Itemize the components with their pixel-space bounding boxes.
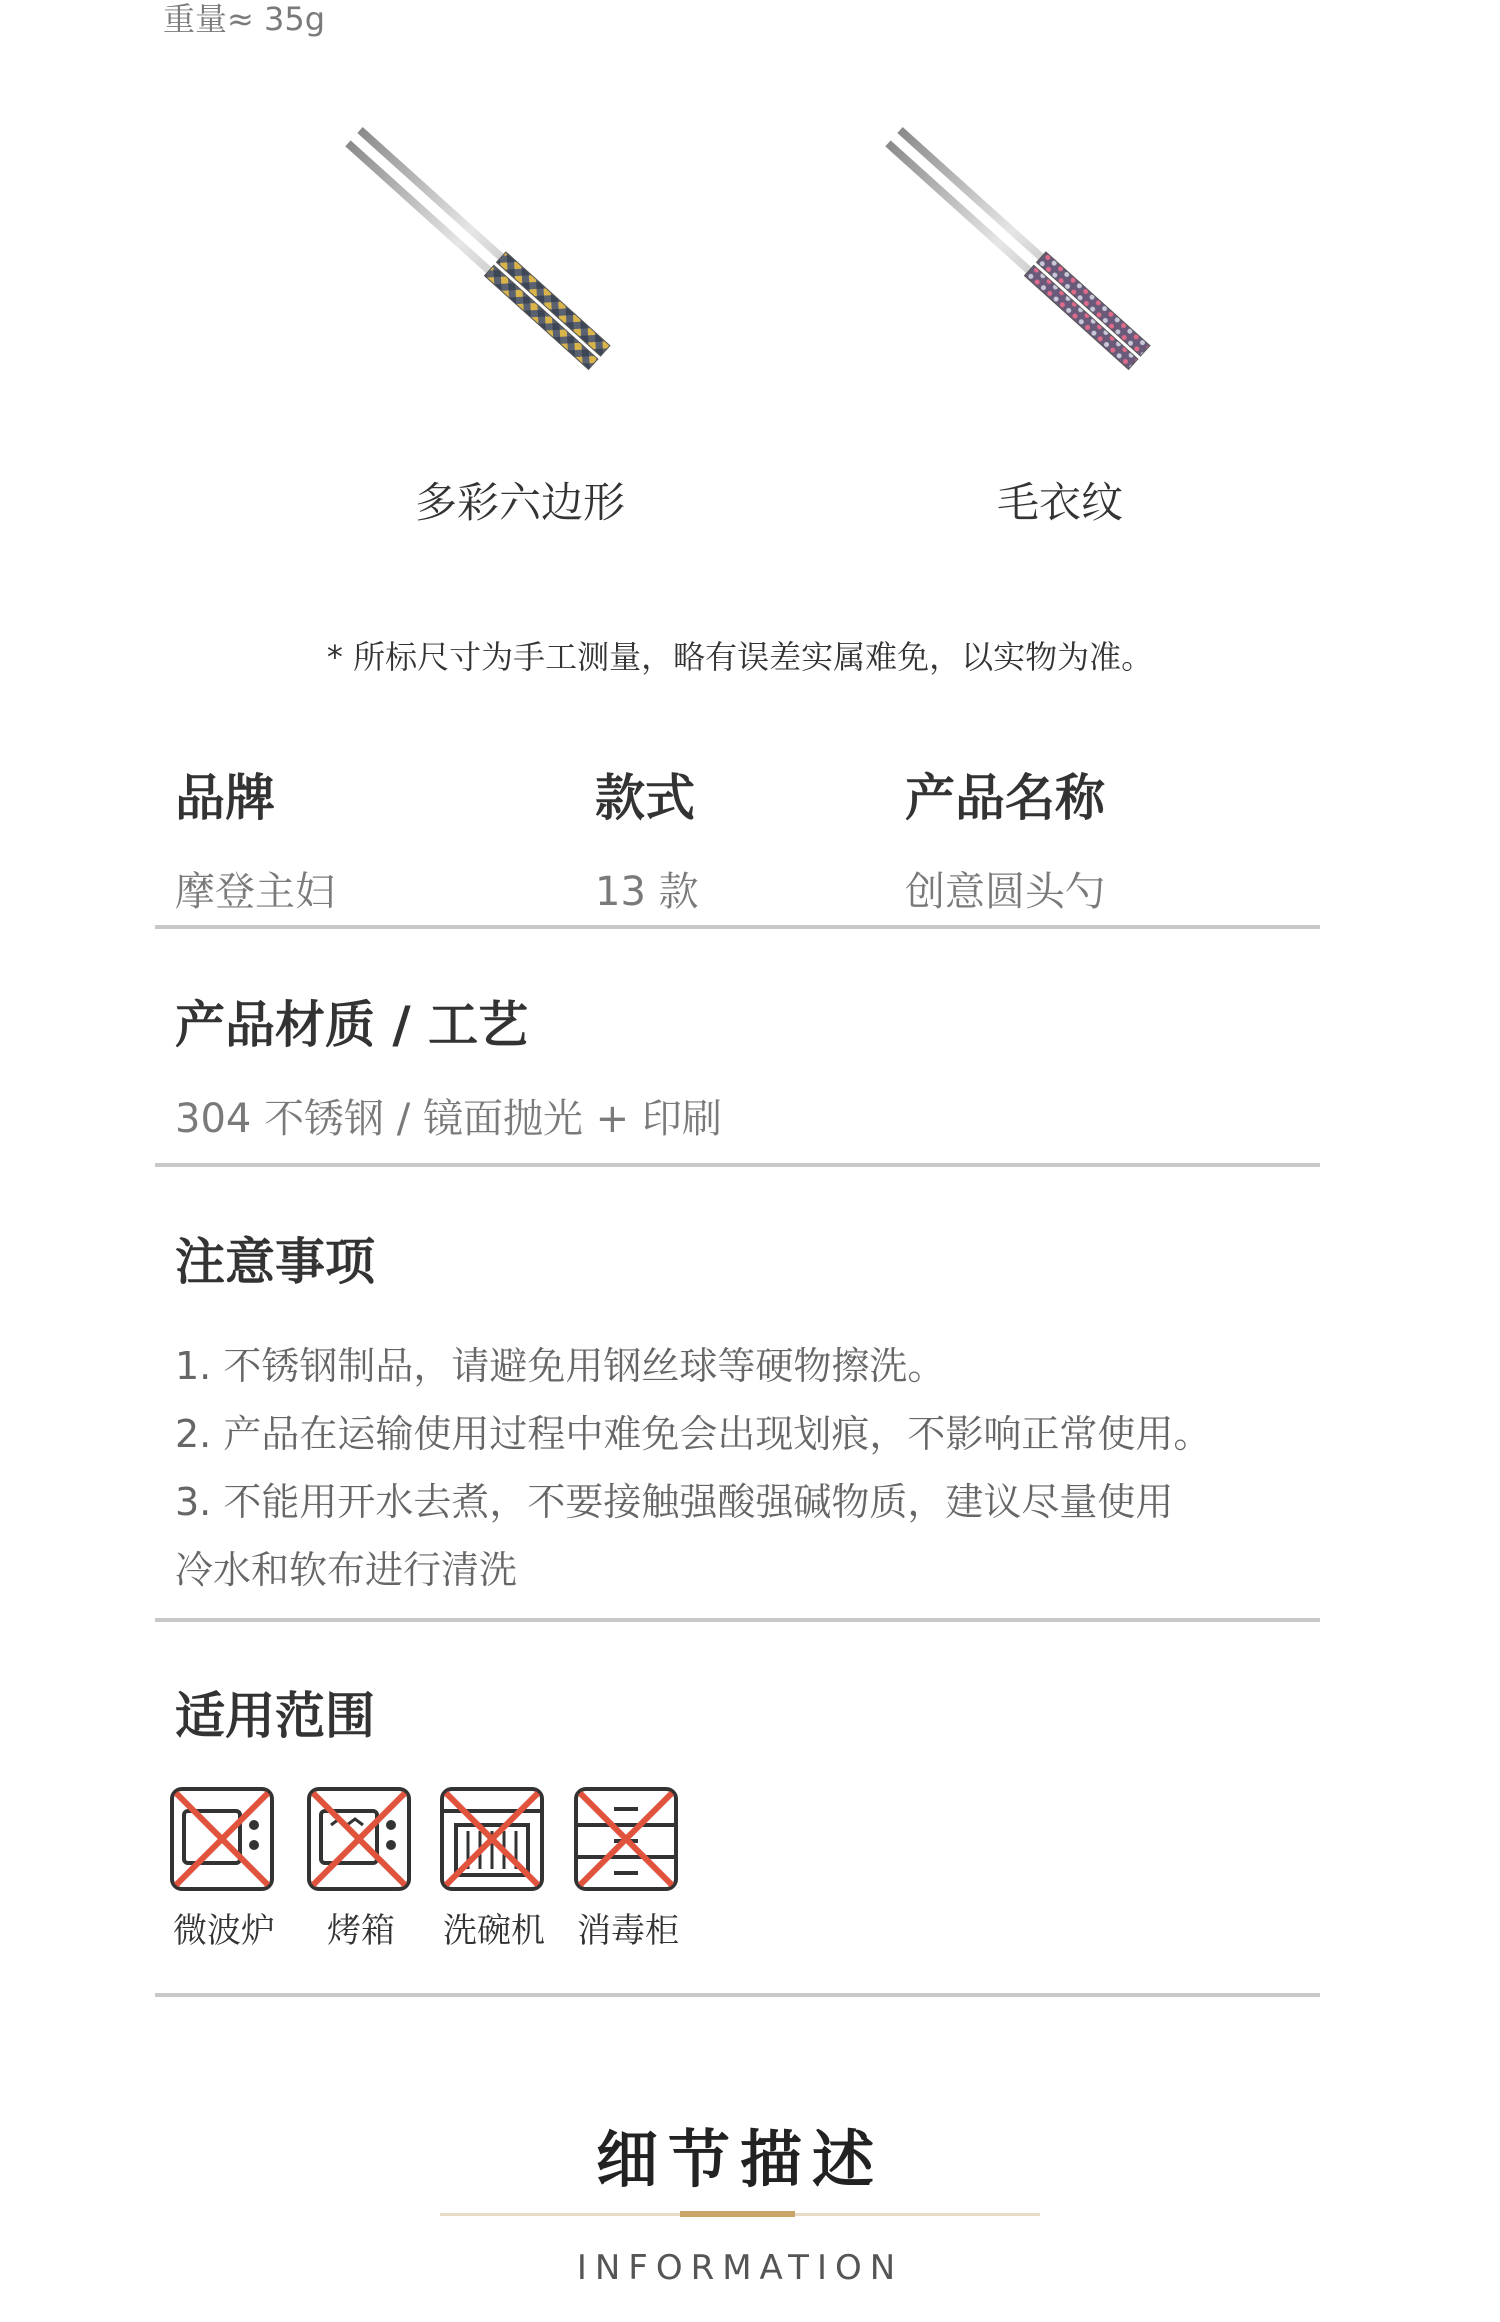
detail-title: 细节描述 <box>595 2123 884 2196</box>
microwave-icon <box>168 1785 276 1893</box>
caution-item: 3. 不能用开水去煮，不要接触强酸强碱物质，建议尽量使用 <box>175 1480 1174 1524</box>
usage-dishwasher <box>438 1785 556 1952</box>
product-name: 毛衣纹 <box>996 478 1123 527</box>
usage-item-label: 烤箱 <box>327 1911 395 1951</box>
material-value: 304 不锈钢 / 镜面抛光 + 印刷 <box>175 1096 722 1142</box>
product-sweater <box>850 110 1270 570</box>
oven-icon <box>305 1785 413 1893</box>
usage-item-label: 洗碗机 <box>443 1911 545 1951</box>
product-hexagon <box>310 110 730 570</box>
caution-item: 冷水和软布进行清洗 <box>175 1548 518 1592</box>
usage-item-label: 消毒柜 <box>577 1911 679 1951</box>
title-accent-bar <box>680 2211 795 2217</box>
chopsticks-sweater-image <box>850 110 1270 450</box>
caution-item: 1. 不锈钢制品，请避免用钢丝球等硬物擦洗。 <box>175 1344 946 1388</box>
product-name-label: 产品名称 <box>905 769 1105 827</box>
sterilizer-icon <box>572 1785 680 1893</box>
product-name: 多彩六边形 <box>414 478 625 527</box>
brand-label: 品牌 <box>175 769 275 827</box>
dishwasher-icon <box>438 1785 546 1893</box>
material-label: 产品材质 / 工艺 <box>175 996 529 1054</box>
usage-item-label: 微波炉 <box>173 1911 275 1951</box>
divider <box>155 1993 1320 1997</box>
detail-subtitle: INFORMATION <box>576 2248 904 2288</box>
divider <box>155 1163 1320 1167</box>
caution-item: 2. 产品在运输使用过程中难免会出现划痕，不影响正常使用。 <box>175 1412 1212 1456</box>
usage-label: 适用范围 <box>175 1687 375 1745</box>
usage-sterilizer <box>572 1785 690 1952</box>
style-label: 款式 <box>595 769 695 827</box>
divider <box>155 1618 1320 1622</box>
usage-oven <box>305 1785 423 1952</box>
measurement-note: * 所标尺寸为手工测量，略有误差实属难免，以实物为准。 <box>326 638 1154 676</box>
brand-value: 摩登主妇 <box>175 869 335 915</box>
product-name-value: 创意圆头勺 <box>905 869 1105 915</box>
usage-microwave <box>168 1785 286 1952</box>
style-value: 13 款 <box>595 869 699 915</box>
weight-text: 重量≈ 35g <box>163 0 326 38</box>
divider <box>155 925 1320 929</box>
cautions-label: 注意事项 <box>175 1233 375 1291</box>
chopsticks-hexagon-image <box>310 110 730 450</box>
